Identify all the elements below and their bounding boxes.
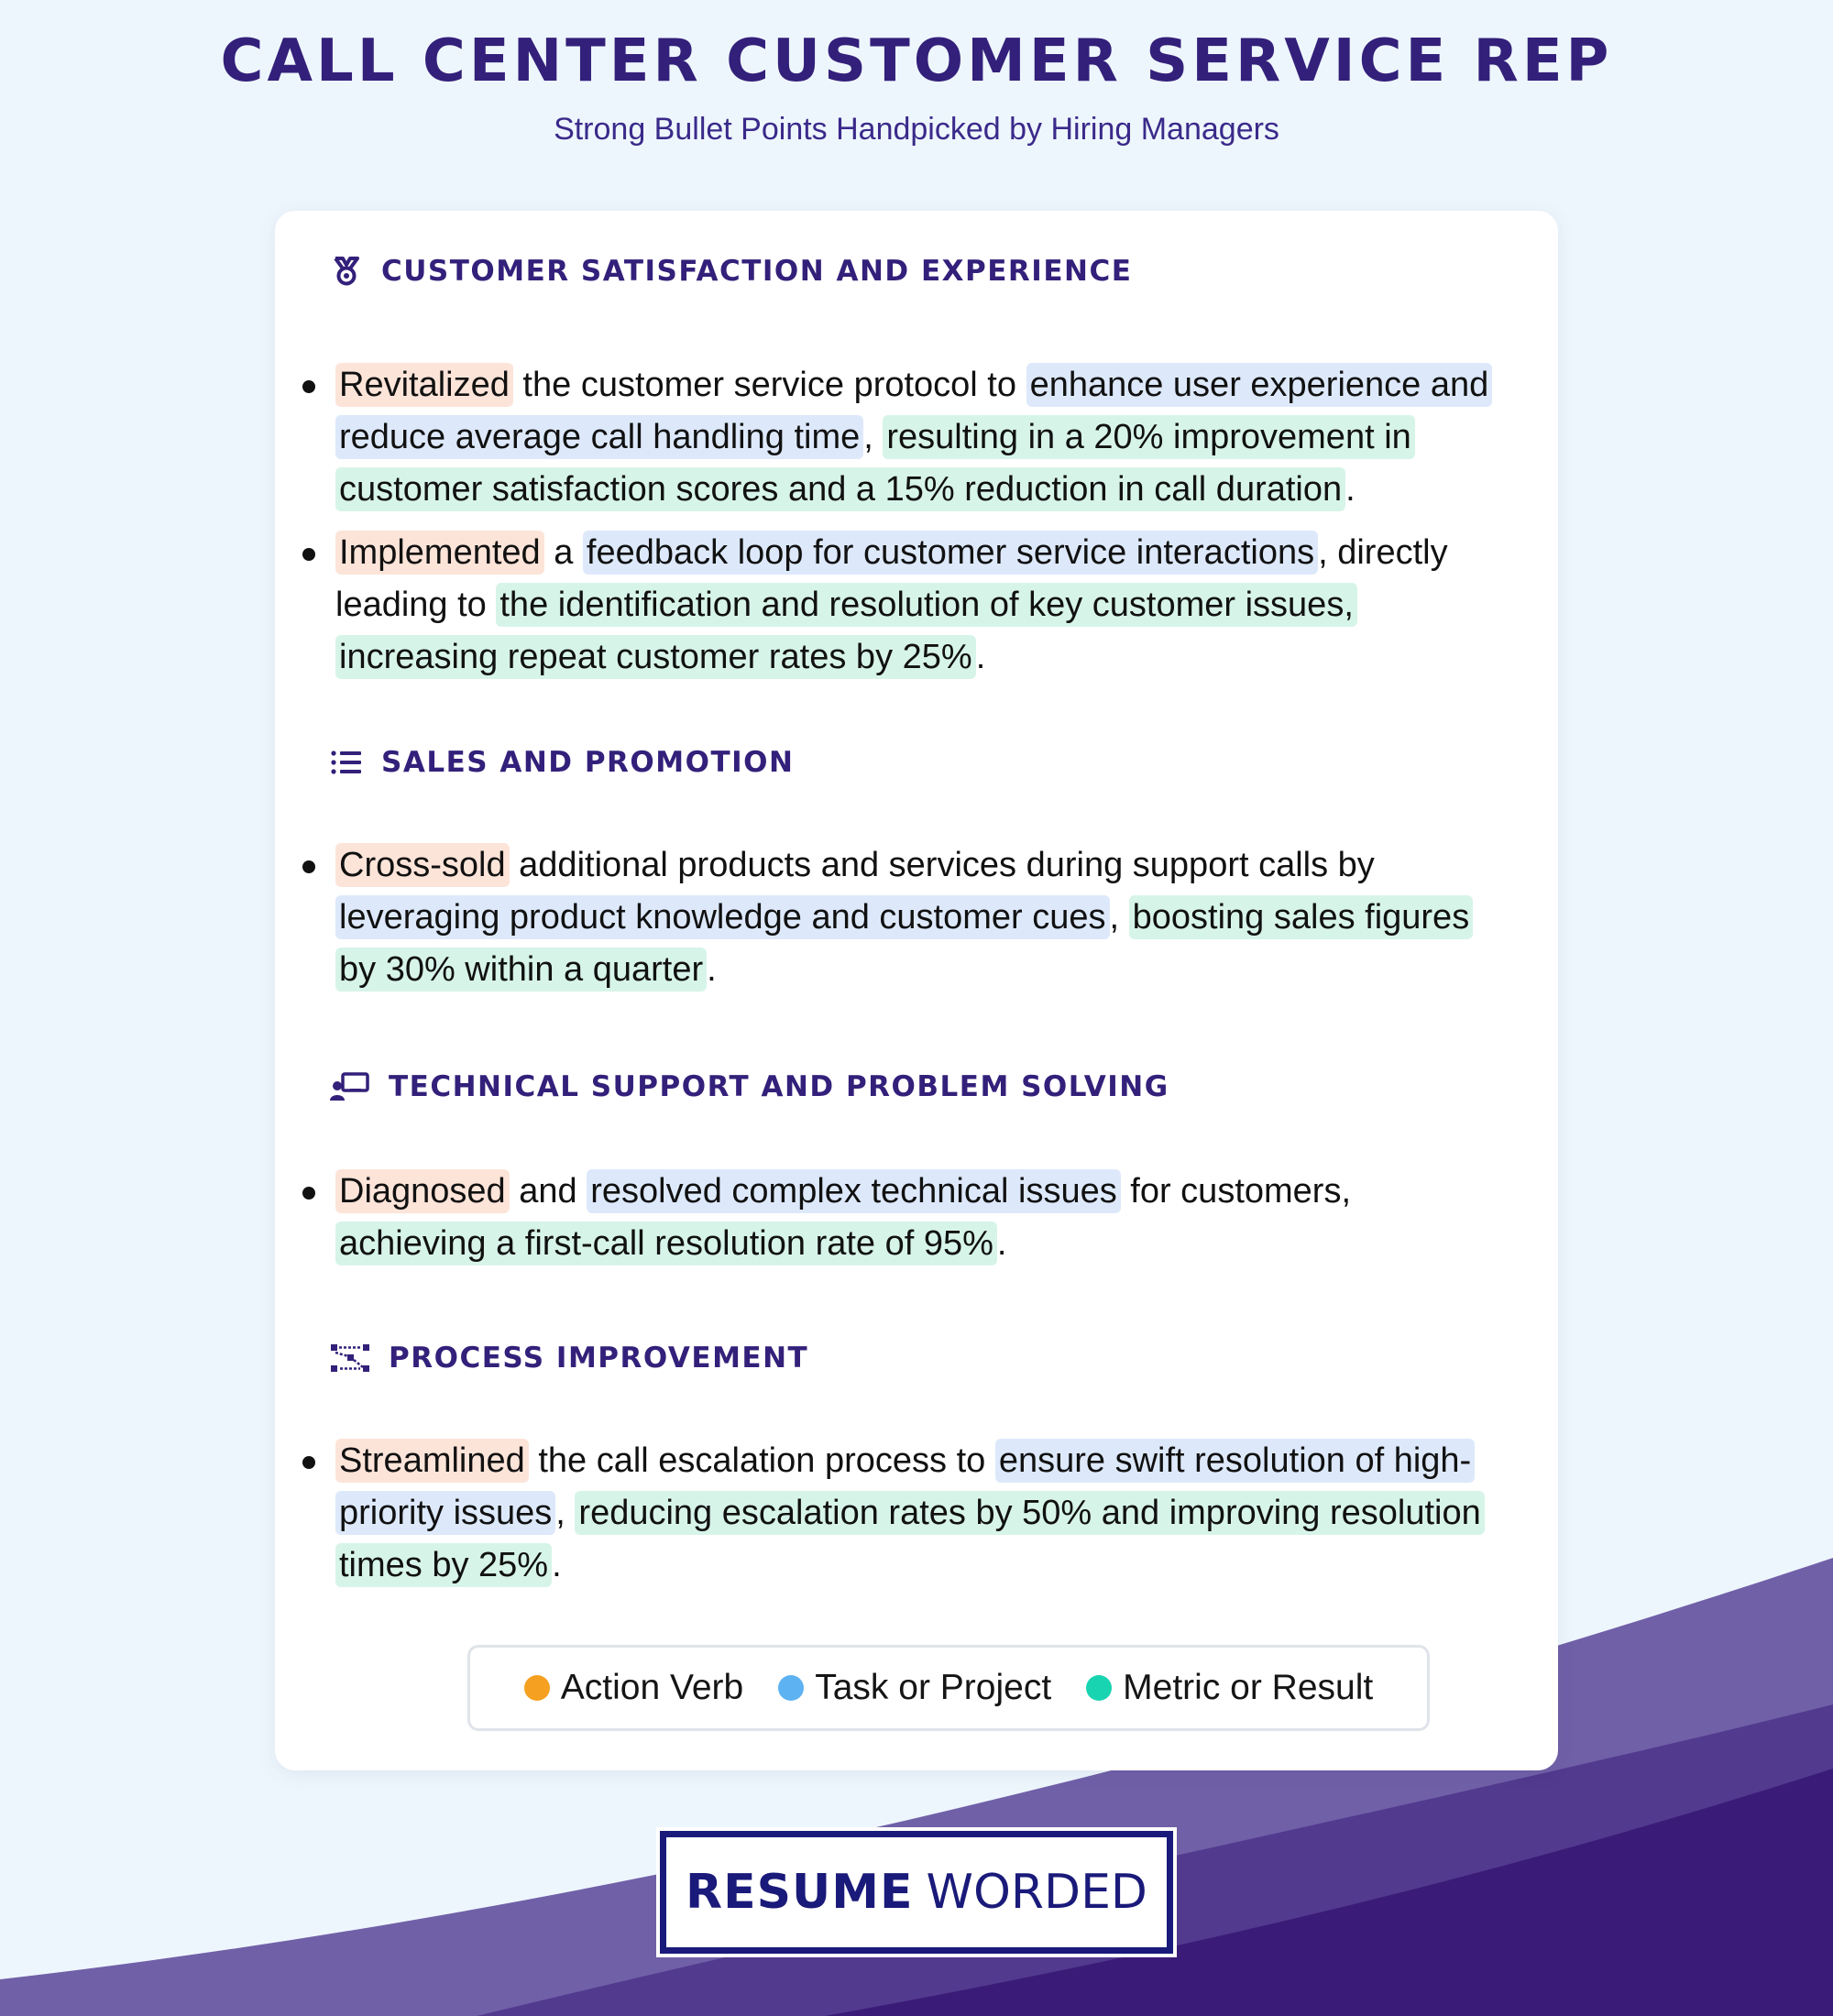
bullet-text [335,363,1492,511]
bullet-plain-text: additional products and services during support calls by [509,846,1375,884]
legend-item-metric-or-result [1086,1668,1373,1708]
bullet-list [275,1435,1558,1603]
teal-dot-icon [1086,1675,1112,1701]
blue-dot-icon [778,1675,804,1701]
bullet-plain-text: , [1109,898,1129,937]
medal-icon [330,255,363,288]
task-highlight: ensure swift resolution of high-priority issues [335,1439,1475,1535]
task-highlight: resolved complex technical issues [587,1169,1121,1213]
bullet-item [275,1166,1509,1270]
page-subtitle: Strong Bullet Points Handpicked by Hiring Managers [554,112,1279,147]
process-flow-icon [330,1342,370,1375]
metric-highlight: reducing escalation rates by 50% and improving resolution times by 25% [335,1491,1485,1587]
metric-highlight: the identification and resolution of key customer issues, increasing repeat customer rates by 25% [335,583,1357,679]
bullet-text [335,1169,1351,1265]
section-title: TECHNICAL SUPPORT AND PROBLEM SOLVING [389,1070,1169,1103]
bullet-list [275,1166,1558,1281]
bullet-points-card [275,211,1558,1770]
bullet-plain-text: , [863,418,884,456]
bullet-plain-text: . [552,1546,562,1584]
logo-text-strong: RESUME [686,1865,914,1920]
bullet-text [335,531,1448,679]
bullet-plain-text: the customer service protocol to [512,366,1026,404]
action-verb-highlight: Implemented [335,531,544,575]
bullet-plain-text: . [996,1224,1007,1263]
legend-label: Action Verb [560,1668,744,1707]
bullet-plain-text: and [509,1172,587,1211]
bullet-item [275,839,1509,996]
action-verb-highlight: Revitalized [335,363,513,407]
bullet-list [275,359,1558,695]
support-screen-icon [330,1070,370,1103]
bullet-plain-text: , directly leading to [335,533,1448,624]
section-header [330,249,1132,293]
section-title: SALES AND PROMOTION [381,746,795,779]
legend-label: Task or Project [815,1668,1052,1707]
bullet-plain-text: . [1345,470,1356,509]
bullet-item [275,1435,1509,1592]
task-highlight: enhance user experience and reduce average call handling time [335,363,1492,459]
action-verb-highlight: Diagnosed [335,1169,510,1213]
bullet-dot [302,1187,315,1200]
bullet-list [275,839,1558,1007]
bullet-plain-text: , [555,1494,576,1532]
bullet-dot [302,548,315,561]
resume-worded-logo [660,1831,1173,1954]
legend-item-task-or-project [778,1668,1051,1708]
logo-text-light: WORDED [926,1865,1147,1920]
bullet-text [335,1439,1485,1587]
section-title: PROCESS IMPROVEMENT [389,1342,809,1375]
task-highlight: leveraging product knowledge and customer cues [335,895,1110,939]
task-highlight: feedback loop for customer service interactions [583,531,1318,575]
legend-label: Metric or Result [1123,1668,1374,1707]
bullet-plain-text: . [975,638,986,676]
legend-item-action-verb [524,1668,743,1708]
bullet-plain-text: a [543,533,583,572]
section-title: CUSTOMER SATISFACTION AND EXPERIENCE [381,255,1133,288]
action-verb-highlight: Streamlined [335,1439,529,1483]
section-header [330,1336,808,1380]
metric-highlight: boosting sales figures by 30% within a quarter [335,895,1473,992]
bullet-dot [302,860,315,873]
section-header [330,740,794,784]
bullet-dot [302,1456,315,1469]
bullet-item [275,359,1509,516]
metric-highlight: resulting in a 20% improvement in customer satisfaction scores and a 15% reduction in call duration [335,415,1415,511]
bullet-text [335,843,1473,992]
bullet-item [275,527,1509,684]
action-verb-highlight: Cross-sold [335,843,510,887]
bullet-dot [302,380,315,393]
orange-dot-icon [524,1675,550,1701]
bullet-plain-text: . [707,950,717,989]
metric-highlight: achieving a first-call resolution rate of 95% [335,1222,997,1265]
bullet-plain-text: for customers, [1120,1172,1352,1211]
list-icon [330,746,363,779]
bullet-plain-text: the call escalation process to [528,1441,995,1480]
highlight-legend [467,1645,1430,1731]
section-header [330,1065,1169,1109]
page-title: CALL CENTER CUSTOMER SERVICE REP [220,27,1613,95]
